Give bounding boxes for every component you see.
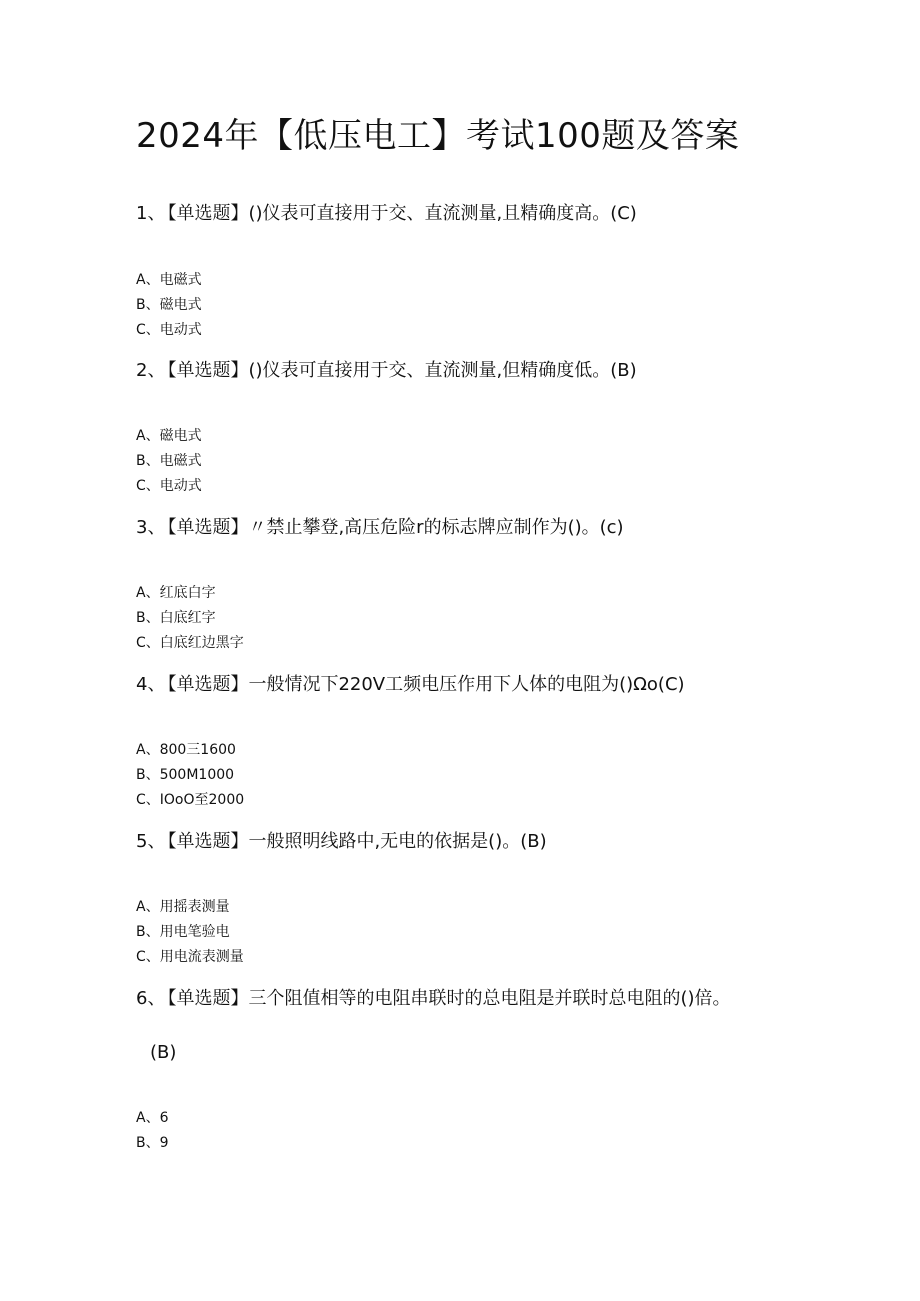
question-number: 4、 [136,674,166,695]
question-number: 6、 [136,988,166,1009]
question-text: 一般照明线路中,无电的依据是()。(B) [248,831,547,852]
question-2-options [136,424,202,499]
question-text: 三个阻值相等的电阻串联时的总电阻是并联时总电阻的()倍。 [248,988,731,1009]
question-type: 【单选题】 [167,203,249,224]
option-c: C、电动式 [136,478,202,494]
option-text: 9 [159,1135,169,1151]
option-letter: C [136,792,146,808]
option-a: A、6 [136,1110,169,1126]
option-c: C、电动式 [136,322,202,338]
option-letter: C [136,635,146,651]
option-letter: B [136,924,146,940]
option-text: 800三1600 [159,742,236,758]
question-text: 一般情况下220V工频电压作用下人体的电阻为()Ωo(C) [248,674,685,695]
option-c: C、白底红边黑字 [136,635,244,651]
option-c: C、用电流表测量 [136,949,244,965]
option-letter: B [136,767,146,783]
question-type: 【单选题】 [167,674,249,695]
question-text: ()仪表可直接用于交、直流测量,且精确度高。(C) [248,203,637,224]
question-2 [136,358,637,384]
option-b: B、500M1000 [136,767,235,783]
option-text: 6 [159,1110,169,1126]
option-letter: A [136,428,146,444]
option-a: A、红底白字 [136,585,216,601]
question-text: 〃禁止攀登,高压危险r的标志牌应制作为()。(c) [248,517,624,538]
option-letter: A [136,1110,146,1126]
option-letter: C [136,949,146,965]
question-type: 【单选题】 [167,831,249,852]
option-text: 白底红字 [159,610,216,626]
option-text: 500M1000 [159,767,235,783]
question-1-options [136,268,202,343]
question-type: 【单选题】 [167,988,249,1009]
question-1 [136,201,637,227]
question-5 [136,829,547,855]
option-text: 红底白字 [159,585,216,601]
option-text: 电动式 [159,478,202,494]
question-6-options [136,1106,169,1156]
option-letter: B [136,1135,146,1151]
question-3-options [136,581,244,656]
question-number: 2、 [136,360,166,381]
option-text: IOoO至2000 [159,792,245,808]
option-text: 电动式 [159,322,202,338]
option-a: A、用摇表测量 [136,899,230,915]
option-letter: B [136,453,146,469]
question-number: 1、 [136,203,166,224]
option-b: B、磁电式 [136,297,202,313]
question-6-answer: (B) [150,1042,177,1063]
option-letter: A [136,585,146,601]
option-text: 磁电式 [159,428,202,444]
option-letter: A [136,272,146,288]
option-letter: B [136,610,146,626]
question-3 [136,515,624,541]
option-text: 磁电式 [159,297,202,313]
option-letter: C [136,322,146,338]
question-4 [136,672,685,698]
option-text: 用电流表测量 [159,949,244,965]
option-b: B、9 [136,1135,169,1151]
option-b: B、电磁式 [136,453,202,469]
question-number: 5、 [136,831,166,852]
question-4-options [136,738,244,813]
option-text: 电磁式 [159,272,202,288]
option-text: 电磁式 [159,453,202,469]
option-a: A、磁电式 [136,428,202,444]
document-title: 2024年【低压电工】考试100题及答案 [136,116,740,156]
option-text: 用电笔验电 [159,924,230,940]
option-letter: A [136,742,146,758]
question-number: 3、 [136,517,166,538]
question-type: 【单选题】 [167,360,249,381]
option-c: C、IOoO至2000 [136,792,245,808]
option-b: B、用电笔验电 [136,924,230,940]
option-letter: C [136,478,146,494]
option-a: A、电磁式 [136,272,202,288]
option-letter: B [136,297,146,313]
option-b: B、白底红字 [136,610,216,626]
question-6 [136,986,731,1012]
option-text: 白底红边黑字 [159,635,244,651]
option-a: A、800三1600 [136,742,236,758]
option-text: 用摇表测量 [159,899,230,915]
question-type: 【单选题】 [167,517,249,538]
question-5-options [136,895,244,970]
option-letter: A [136,899,146,915]
question-text: ()仪表可直接用于交、直流测量,但精确度低。(B) [248,360,637,381]
